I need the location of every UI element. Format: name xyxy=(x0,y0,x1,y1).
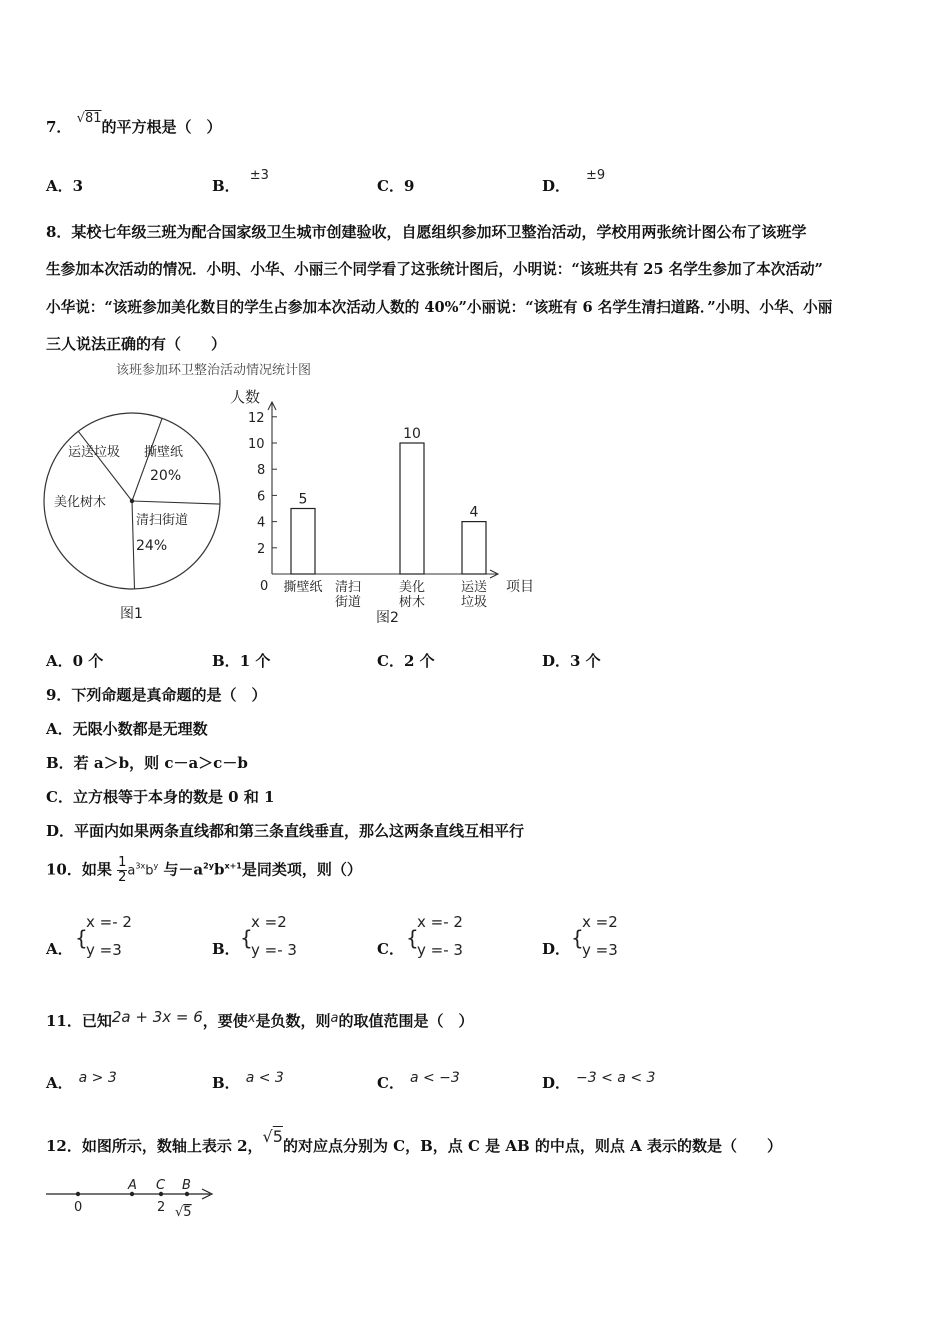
bar-category-label-3-0: 运送 xyxy=(460,580,488,595)
q11-option-b[interactable]: B． a < 3 xyxy=(212,1070,284,1092)
pie-slice-label-2: 美化树木 xyxy=(54,495,107,510)
number-line-tick-sqrt5: √5 xyxy=(175,1205,192,1220)
q11-option-c[interactable]: C． a < −3 xyxy=(377,1070,460,1092)
bar-3 xyxy=(462,522,486,574)
bar-value-label-3: 4 xyxy=(469,504,479,521)
pie-caption: 图1 xyxy=(120,606,143,622)
q7-option-d[interactable]: D．±9 xyxy=(542,168,606,195)
q11-option-a[interactable]: A． a > 3 xyxy=(46,1070,117,1092)
pie-center-dot xyxy=(130,499,134,503)
q7-option-a[interactable]: A．3 xyxy=(46,177,84,195)
pie-slice-percent-1: 24% xyxy=(136,538,168,554)
bar-category-label-3-1: 垃圾 xyxy=(460,595,488,610)
q9-option-a[interactable]: A．无限小数都是无理数 xyxy=(46,720,208,738)
bar-y-tick-label-10: 10 xyxy=(248,437,265,452)
bar-category-label-2-0: 美化 xyxy=(398,580,426,595)
number-line-label-b: B xyxy=(182,1178,191,1193)
q12-number-line xyxy=(44,1174,224,1220)
number-line-tick-2: 2 xyxy=(157,1200,166,1215)
number-line-tick-5: 5 xyxy=(183,1205,192,1220)
figure-title: 该班参加环卫整治活动情况统计图 xyxy=(116,363,312,378)
pie-slice-boundary-3 xyxy=(78,431,132,501)
q8-option-d[interactable]: D．3 个 xyxy=(542,652,601,670)
bar-category-label-1-1: 街道 xyxy=(334,595,362,610)
number-line-label-c: C xyxy=(156,1178,166,1193)
q9-stem: 9．下列命题是真命题的是（ ） xyxy=(46,686,267,704)
bar-category-label-1-0: 清扫 xyxy=(334,580,362,595)
q10-stem: 10．如果 $\frac{1}{2}$ $a^{3x}b^y$ 与$-a^{2y}b^{x+1}$是同类项，则（） xyxy=(46,855,362,885)
bar-value-label-0: 5 xyxy=(298,491,308,508)
bar-y-label: 人数 xyxy=(230,388,261,406)
q8-line-2: 生参加本次活动的情况．小明、小华、小丽三个同学看了这张统计图后，小明说：“该班共有 25 名学生参加了本次活动” xyxy=(46,261,823,278)
bar-y-tick-label-6: 6 xyxy=(257,489,266,505)
bar-x-label: 项目 xyxy=(506,579,534,595)
bar-y-tick-label-2: 2 xyxy=(257,541,266,557)
q9-option-c[interactable]: C．立方根等于本身的数是 0 和 1 xyxy=(46,788,275,806)
bar-caption: 图2 xyxy=(376,610,399,626)
q7-option-c[interactable]: C．9 xyxy=(377,177,415,195)
q8-line-3: 小华说：“该班参加美化数目的学生占参加本次活动人数的 40%”小丽说：“该班有 6 名学生清扫道路．”小明、小华、小丽 xyxy=(46,299,833,316)
q11-option-d[interactable]: D． −3 < a < 3 xyxy=(542,1070,656,1092)
q11-equation: 2a + 3x = 6 xyxy=(111,1008,203,1026)
number-line-origin-dot xyxy=(76,1192,80,1196)
bar-y-tick-label-12: 12 xyxy=(248,410,265,426)
bar-2 xyxy=(400,443,424,574)
pie-slice-label-3: 运送垃圾 xyxy=(68,445,121,460)
pie-slice-boundary-2 xyxy=(132,501,135,589)
q7-sqrt-81: √81 xyxy=(76,111,102,126)
q8-figure xyxy=(40,358,560,630)
bar-y-tick-label-0: 0 xyxy=(260,579,269,594)
q7-stem: 7． √81的平方根是（ ） xyxy=(46,111,222,136)
q8-option-c[interactable]: C．2 个 xyxy=(377,652,435,670)
number-line-label-a: A xyxy=(128,1178,137,1193)
bar-category-label-0-0: 撕壁纸 xyxy=(283,580,323,595)
number-line-tick-0: 0 xyxy=(74,1200,83,1215)
pie-slice-label-0: 撕壁纸 xyxy=(144,445,184,460)
q10-fraction: $\frac{1}{2}$ xyxy=(118,855,127,885)
pie-chart xyxy=(44,413,220,589)
q8-option-a[interactable]: A．0 个 xyxy=(46,652,104,670)
q8-line-4: 三人说法正确的有（ ） xyxy=(46,335,227,353)
q8-line-1: 8．某校七年级三班为配合国家级卫生城市创建验收，自愿组织参加环卫整治活动，学校用两张统计图公布了该班学 xyxy=(46,223,807,241)
pie-slice-percent-0: 20% xyxy=(150,468,182,484)
bar-category-label-2-1: 树木 xyxy=(398,595,426,610)
bar-y-tick-label-8: 8 xyxy=(257,463,266,479)
q9-option-d[interactable]: D．平面内如果两条直线都和第三条直线垂直，那么这两条直线互相平行 xyxy=(46,822,525,840)
q12-stem: 12．如图所示，数轴上表示 2，√5的对应点分别为 C，B，点 C 是 AB 的中点，则点 A 表示的数是（ ） xyxy=(46,1127,783,1155)
pie-slice-boundary-1 xyxy=(132,501,220,504)
q11-stem: 11．已知2a + 3x = 6，要使x是负数，则a的取值范围是（ ） xyxy=(46,1008,474,1030)
q12-sqrt-5: √5 xyxy=(262,1127,283,1146)
bar-value-label-2: 10 xyxy=(403,426,421,442)
bar-y-tick-label-4: 4 xyxy=(257,515,266,531)
bar-0 xyxy=(291,509,315,575)
q8-option-b[interactable]: B．1 个 xyxy=(212,652,271,670)
pie-slice-label-1: 清扫街道 xyxy=(136,513,189,528)
q9-option-b[interactable]: B．若 a＞b，则 c－a＞c－b xyxy=(46,754,248,772)
q7-option-b[interactable]: B．±3 xyxy=(212,168,269,195)
bar-chart xyxy=(230,388,534,610)
